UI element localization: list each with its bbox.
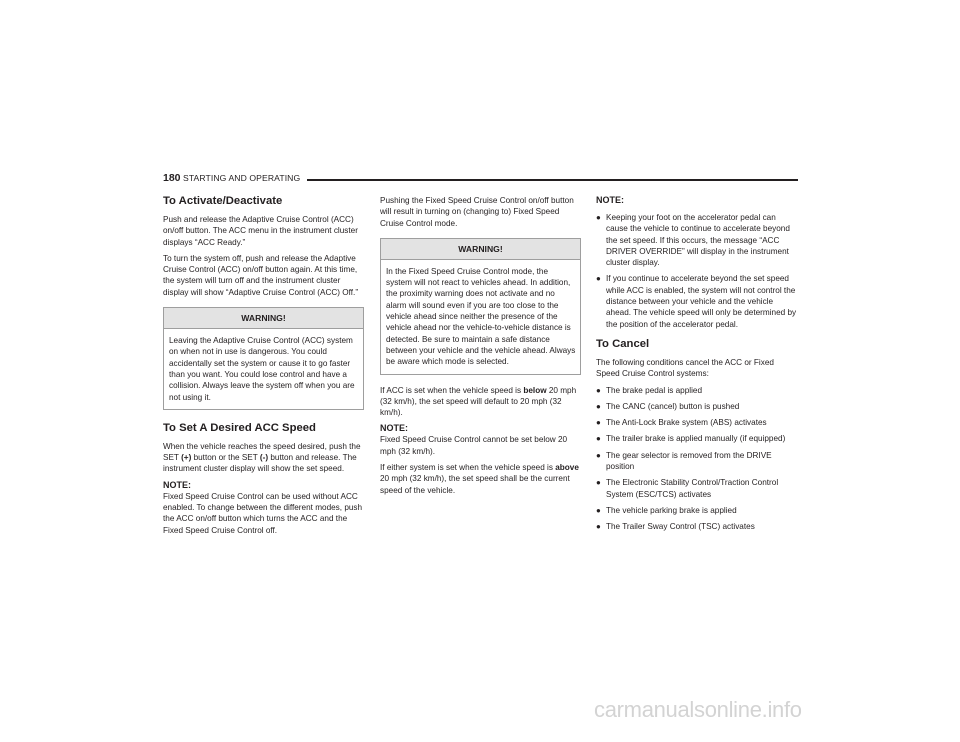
bullet-icon: ● xyxy=(596,401,601,411)
text-segment: If either system is set when the vehicle speed is xyxy=(380,463,556,473)
list-item-text: Keeping your foot on the accelerator pedal can cause the vehicle to continue to accelerate beyond the set speed. If this occurs, the message “ACC DRIVER OVERRIDE” will display in the instrument cluster display. xyxy=(606,213,790,268)
text-segment: When the vehicle reaches the speed desired, push the SET xyxy=(163,441,361,463)
warning-title: WARNING! xyxy=(381,239,580,260)
list-item xyxy=(596,273,797,329)
list-item-text: The CANC (cancel) button is pushed xyxy=(606,401,740,411)
note-label: NOTE: xyxy=(380,423,408,434)
bullet-icon: ● xyxy=(596,434,601,444)
list-item-text: The vehicle parking brake is applied xyxy=(606,505,737,515)
text-segment: button or the SET xyxy=(191,453,260,463)
paragraph-turn-off: To turn the system off, push and release the Adaptive Cruise Control (ACC) on/off button again. At this time, the system will turn off and the instrument cluster display will show “Adaptive Cruise Control (ACC) Off.” xyxy=(163,253,359,297)
list-item-text: The Anti-Lock Brake system (ABS) activates xyxy=(606,418,767,428)
list-item xyxy=(596,505,797,516)
list-item xyxy=(596,212,797,268)
heading-activate-deactivate: To Activate/Deactivate xyxy=(163,195,283,207)
watermark: carmanualsonline.info xyxy=(594,697,802,722)
list-item-text: The brake pedal is applied xyxy=(606,385,703,395)
note-label: NOTE: xyxy=(596,195,624,205)
warning-box-fixed-speed xyxy=(380,238,581,375)
list-item xyxy=(596,433,797,444)
warning-title: WARNING! xyxy=(164,308,363,329)
note-bullet-list xyxy=(596,212,797,330)
list-item-text: The Electronic Stability Control/Traction Control System (ESC/TCS) activates xyxy=(606,478,779,499)
heading-to-cancel: To Cancel xyxy=(596,337,650,350)
bullet-icon: ● xyxy=(596,478,601,488)
section-title: STARTING AND OPERATING xyxy=(183,173,301,183)
list-item xyxy=(596,450,797,473)
header-rule xyxy=(307,179,798,181)
set-plus-label: (+) xyxy=(181,453,192,463)
list-item xyxy=(596,417,797,428)
text-segment: 20 mph (32 km/h), the set speed shall be the current speed of the vehicle. xyxy=(380,474,570,495)
note-label: NOTE: xyxy=(163,479,191,490)
paragraph-fixed-speed: Pushing the Fixed Speed Cruise Control on/off button will result in turning on (changing to) Fixed Speed Cruise Control mode. xyxy=(380,196,574,228)
list-item xyxy=(596,401,797,412)
warning-text: In the Fixed Speed Cruise Control mode, the system will not react to vehicles ahead. In addition, the proximity warning does not activate and no alarm will sound even if you are too close to the vehicle ahead since neither the presence of the vehicle ahead nor the vehicle-to-vehicle distance is detected. Be sure to maintain a safe distance between your vehicle and the vehicle ahead. Always be aware which mode is selected. xyxy=(386,266,576,367)
paragraph-above-speed xyxy=(380,462,581,496)
bullet-icon: ● xyxy=(596,213,601,222)
list-item-text: The trailer brake is applied manually (if equipped) xyxy=(606,434,786,444)
emphasis-above: above xyxy=(555,463,579,473)
list-item xyxy=(596,477,797,500)
heading-set-speed: To Set A Desired ACC Speed xyxy=(163,421,316,434)
text-segment: 20 mph (32 km/h), the set speed will default to 20 mph (32 km/h). xyxy=(380,385,577,418)
bullet-icon: ● xyxy=(596,274,601,284)
emphasis-below: below xyxy=(523,385,547,395)
paragraph-activate: Push and release the Adaptive Cruise Control (ACC) on/off button. The ACC menu in the instrument cluster displays “ACC Ready.” xyxy=(163,215,358,247)
text-segment: button and release. The instrument cluster display will show the set speed. xyxy=(163,453,357,474)
bullet-icon: ● xyxy=(596,505,601,515)
paragraph-cancel-intro: The following conditions cancel the ACC or Fixed Speed Cruise Control systems: xyxy=(596,357,774,379)
paragraph-below-speed xyxy=(380,385,581,419)
list-item-text: If you continue to accelerate beyond the set speed while ACC is enabled, the system will not control the distance between your vehicle and the vehicle ahead. The vehicle speed will only be determined by the position of the accelerator pedal. xyxy=(606,274,797,329)
bullet-icon: ● xyxy=(596,418,601,428)
bullet-icon: ● xyxy=(596,385,601,395)
note-text: Fixed Speed Cruise Control can be used without ACC enabled. To change between the different modes, push the ACC on/off button which turns the ACC and the Fixed Speed Cruise Control off. xyxy=(163,491,363,535)
page-number: 180 xyxy=(163,172,181,184)
column-3 xyxy=(596,195,797,538)
page-header xyxy=(163,172,798,188)
paragraph-set-speed xyxy=(163,441,364,475)
warning-box-acc xyxy=(163,307,364,410)
bullet-icon: ● xyxy=(596,450,601,460)
warning-text: Leaving the Adaptive Cruise Control (ACC) system on when not in use is dangerous. You could accidentally set the system or cause it to go faster than you want. You could lose control and have a collision. Always leave the system off when you are not using it. xyxy=(169,336,355,402)
column-2 xyxy=(380,195,581,501)
cancel-bullet-list xyxy=(596,385,797,533)
list-item-text: The Trailer Sway Control (TSC) activates xyxy=(606,522,755,532)
list-item-text: The gear selector is removed from the DRIVE position xyxy=(606,450,772,472)
set-minus-label: (-) xyxy=(259,453,269,463)
bullet-icon: ● xyxy=(596,522,601,532)
list-item xyxy=(596,385,797,396)
list-item xyxy=(596,521,797,532)
text-segment: If ACC is set when the vehicle speed is xyxy=(380,385,524,395)
note-text: Fixed Speed Cruise Control cannot be set below 20 mph (32 km/h). xyxy=(380,435,568,456)
column-1 xyxy=(163,195,364,541)
